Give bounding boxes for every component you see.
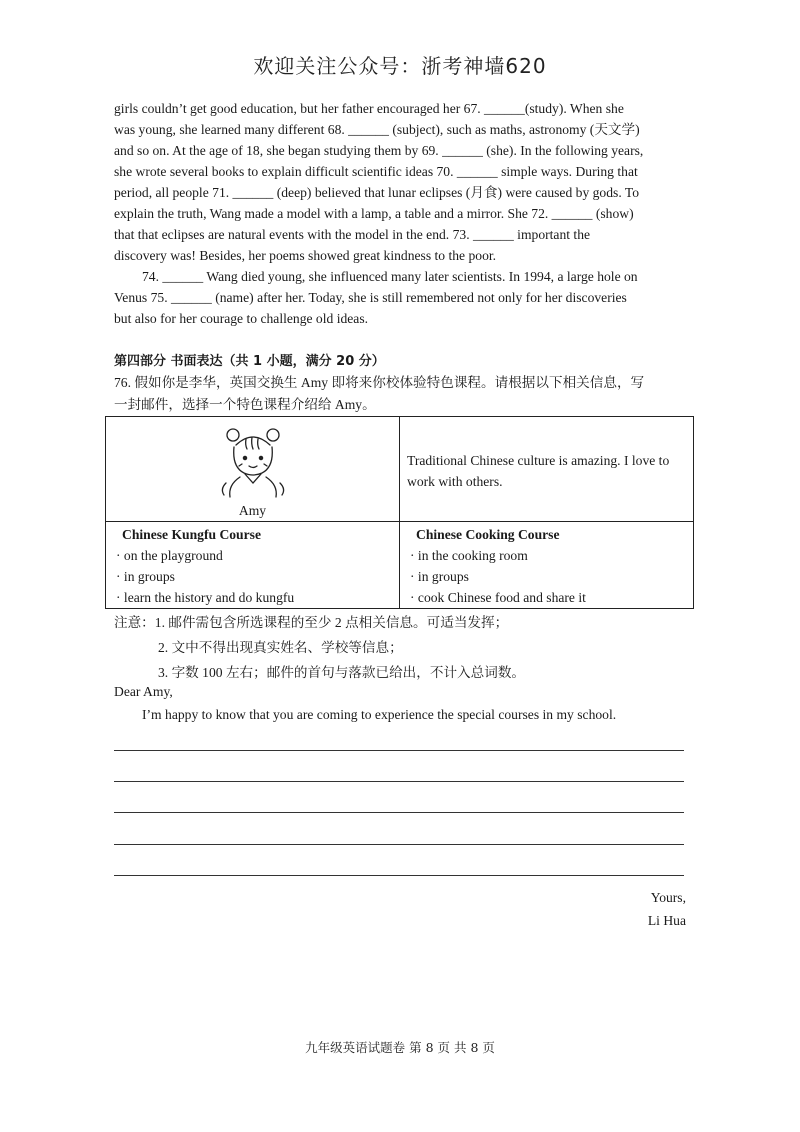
passage-line: that that eclipses are natural events with the model in the end. 73. ______ important the xyxy=(114,227,591,242)
course-detail: · cook Chinese food and share it xyxy=(410,590,586,605)
passage-part-2 xyxy=(114,266,688,329)
note-item: 注意：1. 邮件需包含所选课程的至少 2 点相关信息。可适当发挥； xyxy=(114,615,509,630)
letter-closing: Yours, xyxy=(650,890,686,905)
course-title: Chinese Kungfu Course xyxy=(122,527,261,542)
answer-line[interactable] xyxy=(114,844,684,845)
passage-line: and so on. At the age of 18, she began studying them by 69. ______ (she). In the following years, xyxy=(114,143,644,158)
course-detail: · in groups xyxy=(116,569,175,584)
course-detail: · learn the history and do kungfu xyxy=(116,590,295,605)
note-item: 2. 文中不得出现真实姓名、学校等信息； xyxy=(158,640,403,655)
letter-signature: Li Hua xyxy=(647,913,686,928)
passage-line: period, all people 71. ______ (deep) believed that lunar eclipses (月食) were caused by gods. To xyxy=(114,185,640,200)
course-detail: · in the cooking room xyxy=(410,548,528,563)
cooking-course-cell xyxy=(400,522,694,609)
letter-greeting: Dear Amy, xyxy=(114,684,173,699)
passage-line: she wrote several books to explain difficult scientific ideas 70. ______ simple ways. During that xyxy=(114,164,638,179)
passage-line: explain the truth, Wang made a model with a lamp, a table and a mirror. She 72. ______ (show) xyxy=(114,206,634,221)
answer-line[interactable] xyxy=(114,812,684,813)
writing-notes xyxy=(114,610,694,685)
page-footer: 九年级英语试题卷 第 8 页 共 8 页 xyxy=(305,1040,495,1055)
passage-part-1 xyxy=(114,98,688,266)
course-info-table xyxy=(105,416,694,609)
passage-line: girls couldn’t get good education, but her father encouraged her 67. ______(study). When she xyxy=(114,101,624,116)
answer-line[interactable] xyxy=(114,750,684,751)
section-title: 第四部分 书面表达（共 1 小题，满分 20 分） xyxy=(114,354,385,369)
amy-cell xyxy=(106,417,400,522)
amy-quote: Traditional Chinese culture is amazing. I love to work with others. xyxy=(400,417,694,522)
answer-line[interactable] xyxy=(114,781,684,782)
girl-illustration-icon xyxy=(216,423,290,501)
passage-line: Venus 75. ______ (name) after her. Today, she is still remembered not only for her discoveries xyxy=(114,290,627,305)
course-title: Chinese Cooking Course xyxy=(416,527,560,542)
passage-line: but also for her courage to challenge old ideas. xyxy=(114,311,369,326)
passage-line: was young, she learned many different 68. ______ (subject), such as maths, astronomy (天文学) xyxy=(114,122,640,137)
amy-label: Amy xyxy=(238,503,267,518)
course-detail: · on the playground xyxy=(116,548,223,563)
kungfu-course-cell xyxy=(106,522,400,609)
letter-first-line: I’m happy to know that you are coming to experience the special courses in my school. xyxy=(142,707,617,722)
passage-line: 74. ______ Wang died young, she influenced many later scientists. In 1994, a large hole on xyxy=(142,269,638,284)
prompt-line-1: 76. 假如你是李华，英国交换生 Amy 即将来你校体验特色课程。请根据以下相关信息，写 xyxy=(114,375,645,390)
note-item: 3. 字数 100 左右；邮件的首句与落款已给出，不计入总词数。 xyxy=(158,665,526,680)
passage-line: discovery was! Besides, her poems showed great kindness to the poor. xyxy=(114,248,497,263)
writing-prompt xyxy=(114,372,694,416)
answer-line[interactable] xyxy=(114,875,684,876)
prompt-line-2: 一封邮件，选择一个特色课程介绍给 Amy。 xyxy=(114,397,376,412)
watermark-header: 欢迎关注公众号：浙考神墙620 xyxy=(253,54,547,78)
course-detail: · in groups xyxy=(410,569,469,584)
